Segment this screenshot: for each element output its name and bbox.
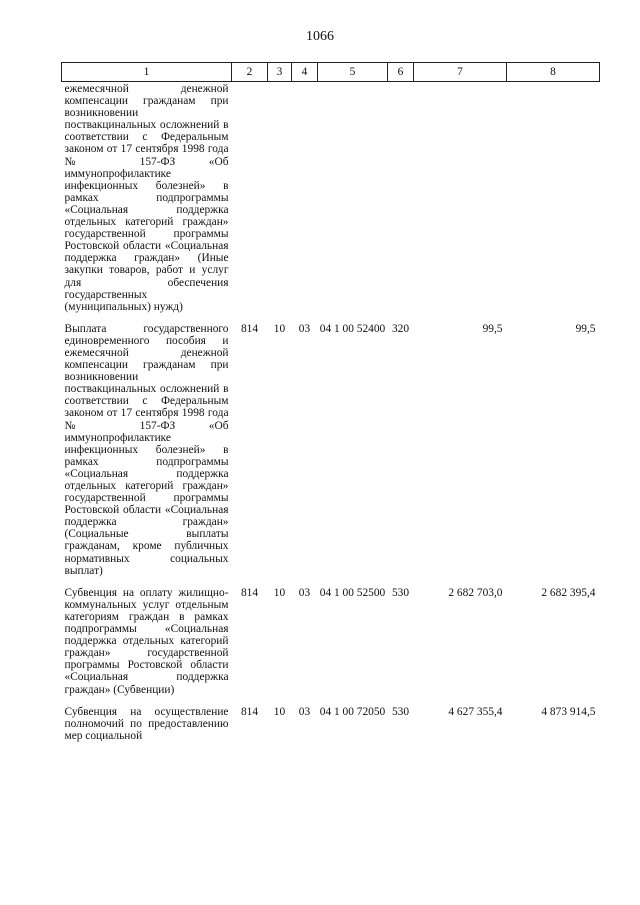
column-header-7: 7 bbox=[414, 63, 507, 82]
row-target-article: 04 1 00 72050 bbox=[319, 705, 386, 718]
row-section-code: 10 bbox=[273, 586, 286, 599]
budget-table bbox=[61, 62, 600, 752]
row-ministry-code: 814 bbox=[240, 586, 259, 599]
table-row bbox=[62, 82, 600, 323]
column-header-3: 3 bbox=[268, 63, 292, 82]
row-description: ежемесячной денежной компенсации гражданам при возникновении поствакцинальных осложнений в соответствии с Федеральным законом от 17 сентября 1998 года № 157-ФЗ «Об иммунопрофилактике инфекционных болезней» в рамках подпрограммы «Социальная поддержка отдельных категорий граждан» государственной программы Ростовской области «Социальная поддержка граждан» (Иные закупки товаров, работ и услуг для обеспечения государственных (муниципальных) нужд) bbox=[64, 83, 229, 313]
table-row bbox=[62, 706, 600, 752]
row-description: Выплата государственного единовременного пособия и ежемесячной денежной компенсации гражданам при возникновении поствакцинальных осложнений в соответствии с Федеральным законом от 17 сентября 1998 года № 157-ФЗ «Об иммунопрофилактике инфекционных болезней» в рамках подпрограммы «Социальная поддержка отдельных категорий граждан» государственной программы Ростовской области «Социальная поддержка граждан» (Социальные выплаты гражданам, кроме публичных нормативных социальных выплат) bbox=[64, 322, 229, 577]
row-amount-col8: 2 682 395,4 bbox=[541, 586, 596, 599]
page-number: 1066 bbox=[306, 29, 334, 44]
row-amount-col7: 2 682 703,0 bbox=[448, 586, 503, 599]
table-row bbox=[62, 587, 600, 706]
row-description: Субвенция на оплату жилищно-коммунальных услуг отдельным категориям граждан в рамках подпрограммы «Социальная поддержка отдельных категорий граждан» государственной программы Ростовской области «Социальная поддержка граждан» (Субвенции) bbox=[64, 586, 229, 696]
row-expense-type: 530 bbox=[391, 586, 410, 599]
row-ministry-code: 814 bbox=[240, 322, 259, 335]
row-subsection-code: 03 bbox=[298, 586, 311, 599]
row-expense-type: 320 bbox=[391, 322, 410, 335]
column-header-4: 4 bbox=[292, 63, 318, 82]
row-subsection-code: 03 bbox=[298, 322, 311, 335]
row-expense-type bbox=[388, 82, 414, 323]
row-subsection-code bbox=[292, 82, 318, 323]
row-section-code: 10 bbox=[273, 705, 286, 718]
row-amount-col8 bbox=[507, 82, 600, 323]
row-amount-col7: 99,5 bbox=[482, 322, 503, 335]
row-target-article: 04 1 00 52400 bbox=[319, 322, 386, 335]
row-target-article bbox=[318, 82, 388, 323]
column-header-6: 6 bbox=[388, 63, 414, 82]
column-header-1: 1 bbox=[62, 63, 232, 82]
table-header-row bbox=[62, 63, 600, 82]
row-amount-col7: 4 627 355,4 bbox=[448, 705, 503, 718]
row-ministry-code bbox=[232, 82, 268, 323]
row-description: Субвенция на осуществление полномочий по предоставлению мер социальной bbox=[64, 705, 229, 742]
row-amount-col7 bbox=[414, 82, 507, 323]
row-amount-col8: 4 873 914,5 bbox=[541, 705, 596, 718]
row-expense-type: 530 bbox=[391, 705, 410, 718]
column-header-8: 8 bbox=[507, 63, 600, 82]
row-subsection-code: 03 bbox=[298, 705, 311, 718]
table-row bbox=[62, 323, 600, 587]
row-target-article: 04 1 00 52500 bbox=[319, 586, 386, 599]
row-section-code bbox=[268, 82, 292, 323]
column-header-2: 2 bbox=[232, 63, 268, 82]
row-amount-col8: 99,5 bbox=[575, 322, 596, 335]
row-ministry-code: 814 bbox=[240, 705, 259, 718]
column-header-5: 5 bbox=[318, 63, 388, 82]
row-section-code: 10 bbox=[273, 322, 286, 335]
